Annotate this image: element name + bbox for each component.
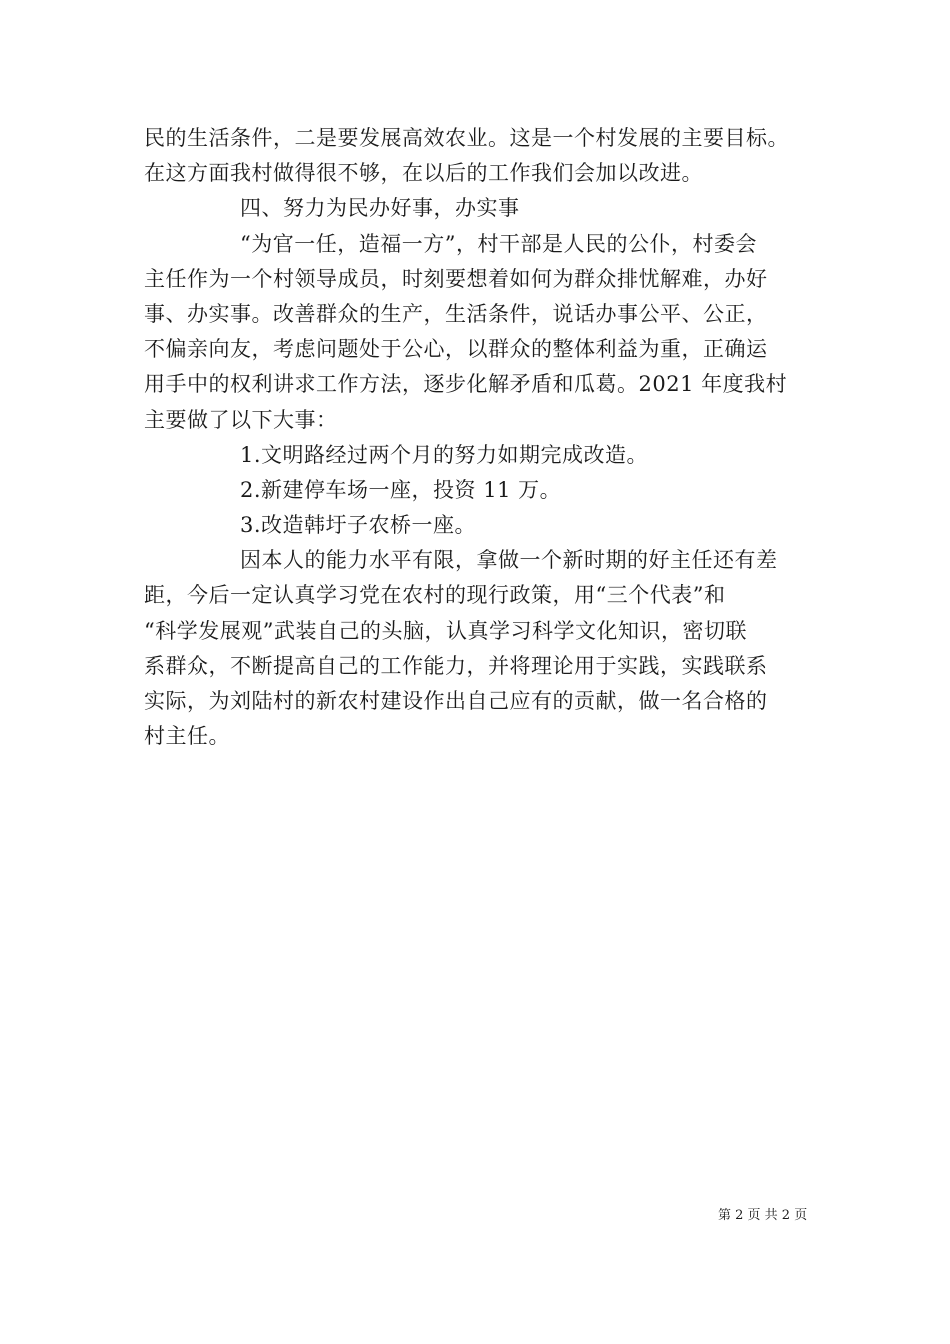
paragraph-first-line: “为官一任，造福一方”，村干部是人民的公仆，村委会 — [240, 231, 757, 256]
list-item: 1.文明路经过两个月的努力如期完成改造。 — [240, 442, 649, 467]
text-line: 在这方面我村做得很不够，在以后的工作我们会加以改进。 — [144, 161, 703, 186]
section-heading: 四、努力为民办好事，办实事 — [240, 196, 520, 221]
text-line: 实际，为刘陆村的新农村建设作出自己应有的贡献，做一名合格的 — [144, 689, 768, 713]
text-line: 主要做了以下大事： — [144, 407, 338, 432]
body-text — [144, 121, 816, 754]
list-item: 2.新建停车场一座，投资 11 万。 — [240, 477, 562, 502]
text-line: 事、办实事。改善群众的生产，生活条件，说话办事公平、公正， — [144, 301, 768, 326]
text-line: 系群众，不断提高自己的工作能力，并将理论用于实践，实践联系 — [144, 653, 768, 678]
page-number-footer: 第 2 页 共 2 页 — [718, 1208, 808, 1223]
text-line: 用手中的权利讲求工作方法，逐步化解矛盾和瓜葛。2021 年度我村 — [144, 372, 788, 397]
text-line: 不偏亲向友，考虑问题处于公心，以群众的整体利益为重，正确运 — [144, 337, 768, 362]
paragraph-first-line: 因本人的能力水平有限，拿做一个新时期的好主任还有差 — [240, 548, 778, 573]
text-line: 村主任。 — [144, 724, 230, 749]
list-item: 3.改造韩圩子农桥一座。 — [240, 513, 477, 538]
text-line: “科学发展观”武装自己的头脑，认真学习科学文化知识，密切联 — [144, 618, 747, 643]
text-line: 民的生活条件，二是要发展高效农业。这是一个村发展的主要目标。 — [144, 126, 789, 150]
text-line: 主任作为一个村领导成员，时刻要想着如何为群众排忧解难，办好 — [144, 266, 768, 291]
text-line: 距，今后一定认真学习党在农村的现行政策，用“三个代表”和 — [144, 583, 726, 608]
